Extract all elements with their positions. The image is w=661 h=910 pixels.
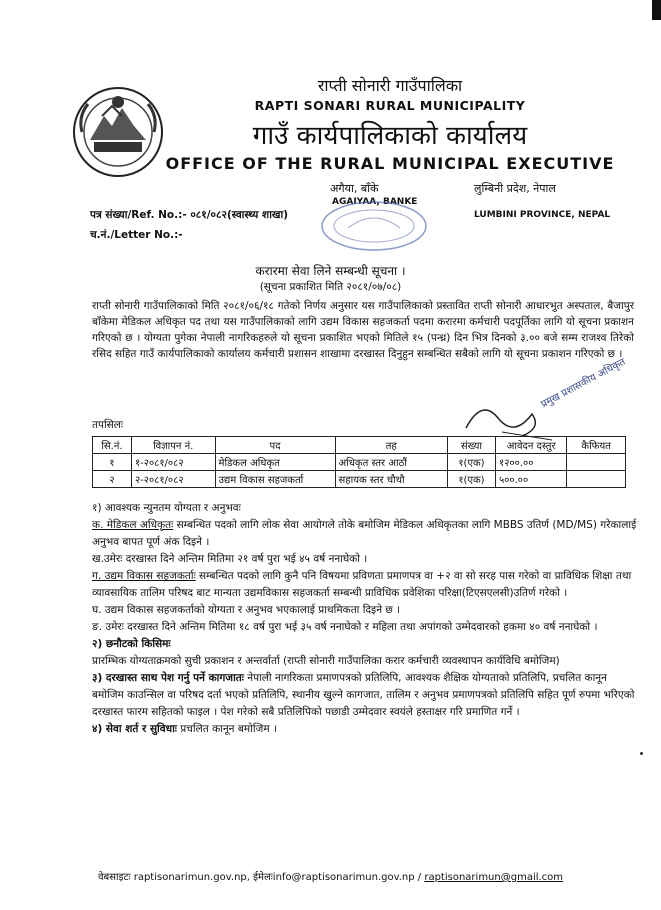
requirement-ka-text: सम्बन्धित पदको लागि लोक सेवा आयोगले तोके बमोजिम मेडिकल अधिकृतका लागि MBBS उतिर्ण (MD/MS) गरेकालाई अनुभव बापत पूर्ण अंक दिइने । [92, 519, 637, 548]
table-row [93, 454, 626, 471]
table-header-row [93, 437, 626, 454]
section-3-label: ३) दरखास्त साथ पेश गर्नु पर्ने कागजातः [92, 672, 244, 684]
reference-number: पत्र संख्या/Ref. No.:- ०८१/०८२(स्वास्थ्य शाखा) [90, 209, 289, 221]
table-row [93, 471, 626, 488]
letter-number: च.नं./Letter No.:- [90, 229, 183, 241]
footer-contact [0, 869, 661, 883]
office-name-en: OFFICE OF THE RURAL MUNICIPAL EXECUTIVE [165, 154, 615, 173]
requirement-nga: ङ. उमेरः दरखास्त दिने अन्तिम मितिमा १८ वर्ष पुरा भई ३५ वर्ष ननाघेको र महिला तथा अपांगको उम्मेदवारको हकमा ४० वर्ष ननाघेको । [92, 621, 598, 633]
header-level: तह [335, 437, 447, 454]
requirement-gha: घ. उद्यम विकास सहजकर्ताको योग्यता र अनुभव भएकालाई प्राथमिकता दिइने छ । [92, 604, 401, 616]
location-np: अगैया, बाँके [330, 182, 379, 195]
section-1-title: १) आवश्यक न्युनतम योग्यता र अनुभवः [92, 502, 241, 514]
section-3-text: नेपाली नागरिकता प्रमाणपत्रको प्रतिलिपि, आवश्यक शैक्षिक योग्यताको प्रतिलिपि, प्रचलित कानून बमोजिम काउन्सिल वा परिषद दर्ता भएको प्रतिलिपि, स्थानीय खुल्ने कागजात, तालिम र अनुभव प्रमाणपत्रको प्रतिलिपि सहित पूर्ण रुपमा भरिएको दरखास्त फारम सहितको फाइल । पेश गरेको सबै प्रतिलिपिको पछाडी उम्मेदवार स्वयंले हस्ताक्षर गरि प्रमाणित गर्ने । [92, 672, 635, 718]
notice-published-date: (सूचना प्रकाशित मिति २०८१/०७/०८) [259, 281, 402, 293]
cell-fee: ५००.०० [496, 471, 567, 488]
signature-title: प्रमुख प्रशासकीय अधिकृत [539, 356, 628, 411]
header-fee: आवेदन दस्तुर [496, 437, 567, 454]
requirement-ga [92, 568, 640, 602]
location-en: AGAIYAA, BANKE [332, 197, 418, 207]
requirement-ka [92, 517, 640, 551]
cell-post: मेडिकल अधिकृत [215, 454, 335, 471]
province-en: LUMBINI PROVINCE, NEPAL [474, 210, 611, 220]
cell-serial: २ [93, 471, 132, 488]
requirement-ga-label: ग. उद्यम विकास सहजकर्ताः [92, 570, 196, 582]
cell-ad-number: २-२०८१/०८२ [131, 471, 215, 488]
section-4-text: प्रचलित कानून बमोजिम । [176, 723, 277, 735]
requirement-ga-text: सम्बन्धित पदको लागि कुनै पनि विषयमा प्रविणता प्रमाणपत्र वा +२ वा सो सरह पास गरेको वा प्राविधिक शिक्षा तथा व्यावसायिक तालिम परिषद बाट मान्यता उद्यमविकास सहजकर्ता सम्बन्धी प्राविधिक प्रवेशिका परिक्षा(टिएसएलसी)उतिर्ण गरेको । [92, 570, 632, 599]
header-remarks: कैफियत [567, 437, 626, 454]
footer-website-email: वेबसाइटः raptisonarimun.gov.np, ईमेलःinfo@raptisonarimun.gov.np / [97, 872, 422, 883]
section-3 [92, 670, 640, 721]
province-np: लुम्बिनी प्रदेश, नेपाल [474, 182, 556, 195]
section-2-text: प्रारम्भिक योग्यताक्रमको सुची प्रकाशन र अन्तर्वार्ता (राप्ती सोनारी गाउँपालिका करार कर्मचारी व्यवस्थापन कार्यविधि बमोजिम) [92, 655, 560, 667]
stray-dot [640, 752, 643, 755]
header-ad-number: विज्ञापन नं. [131, 437, 215, 454]
page-edge-mark [652, 0, 661, 20]
cell-level: अधिकृत स्तर आठौं [335, 454, 447, 471]
requirement-ka-label: क. मेडिकल अधिकृतः [92, 519, 174, 531]
header-post: पद [215, 437, 335, 454]
cell-quantity: १(एक) [447, 454, 495, 471]
cell-level: सहायक स्तर चौथौ [335, 471, 447, 488]
cell-remarks [567, 454, 626, 471]
section-2-title: २) छनौटको किसिमः [92, 638, 171, 650]
cell-remarks [567, 471, 626, 488]
requirement-kha: ख.उमेरः दरखास्त दिने अन्तिम मितिमा २१ वर्ष पुरा भई ४५ वर्ष ननाघेको । [92, 553, 368, 565]
section-4 [92, 721, 640, 738]
section-4-label: ४) सेवा शर्त र सुविधाः [92, 723, 177, 735]
cell-post: उद्यम विकास सहजकर्ता [215, 471, 335, 488]
cell-ad-number: १-२०८१/०८२ [131, 454, 215, 471]
office-stamp-icon [318, 198, 430, 254]
notice-title: करारमा सेवा लिने सम्बन्धी सूचना । [255, 264, 406, 278]
footer-gmail-link[interactable]: raptisonarimun@gmail.com [424, 872, 564, 883]
municipality-name-en: RAPTI SONARI RURAL MUNICIPALITY [254, 98, 526, 113]
requirements-section [92, 500, 640, 738]
vacancy-table [92, 436, 626, 488]
notice-paragraph: राप्ती सोनारी गाउँपालिकाको मिति २०८१/०६/१८ गतेको निर्णय अनुसार यस गाउँपालिकाको प्रस्तावित राप्ती सोनारी आधारभुत अस्पताल, बैजापुर बाँकेमा मेडिकल अधिकृत पद तथा यस गाउँपालिकाको लागि उद्यम विकास सहजकर्ता पदमा करारमा कर्मचारी पदपूर्तिका लागि यो सूचना प्रकाशन गरिएको छ । योग्यता पुगेका नेपाली नागरिकहरुले यो सूचना प्रकाशित भएको मितिले १५ (पन्ध्र) दिन भित्र दिनको ३.०० बजे सम्म राजश्व तिरेको रसिद सहित गाउँ कार्यपालिकाको कार्यालय कर्मचारी प्रशासन शाखामा दरखास्त दिनुहुन सम्बन्धित सबैको लागि यो सूचना प्रकाशन गरिएको छ । [92, 300, 634, 360]
office-name-np: गाउँ कार्यपालिकाको कार्यालय [252, 121, 528, 151]
municipality-name-np: राप्ती सोनारी गाउँपालिका [317, 76, 463, 95]
header-serial: सि.नं. [93, 437, 132, 454]
header-quantity: संख्या [447, 437, 495, 454]
cell-fee: १२००.०० [496, 454, 567, 471]
cell-serial: १ [93, 454, 132, 471]
cell-quantity: १(एक) [447, 471, 495, 488]
municipality-emblem-logo [72, 86, 164, 178]
details-label: तपसिलः [92, 419, 124, 431]
